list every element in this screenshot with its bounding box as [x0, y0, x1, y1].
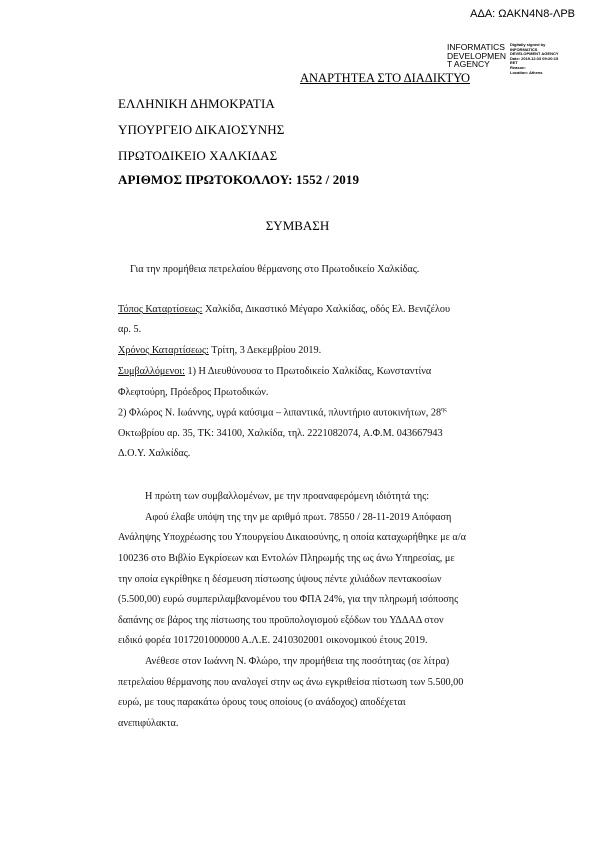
parties-line-1 [118, 366, 431, 377]
decision-line: (5.500,00) ευρώ συμπεριλαμβανομένου του ΦΠΑ 24%, για την πληρωμή ισόποσης [118, 594, 459, 605]
place-value-continued: αρ. 5. [118, 324, 142, 335]
time-of-signing [118, 345, 321, 356]
subject-line: Για την προμήθεια πετρελαίου θέρμανσης στο Πρωτοδικείο Χαλκίδας. [130, 264, 420, 275]
decision-line: 100236 στο Βιβλίο Εγκρίσεων και Εντολών Πληρωμής της ως άνω Υπηρεσίας, με [118, 553, 455, 564]
place-of-signing [118, 304, 505, 315]
stamp-agency-line: INFORMATICS [447, 42, 505, 52]
ada-code: ΑΔΑ: ΩΑΚΝ4Ν8-ΛΡΒ [470, 8, 575, 20]
header-ministry: ΥΠΟΥΡΓΕΙΟ ΔΙΚΑΙΟΣΥΝΗΣ [118, 122, 285, 137]
assignment-line: πετρελαίου θέρμανσης που αναλογεί στην ως άνω εγκριθείσα πίστωση των 5.500,00 [118, 677, 464, 688]
document-title: ΣΥΜΒΑΣΗ [265, 218, 330, 233]
stamp-signature-line: Reason: [510, 64, 526, 70]
assignment-line: Ανέθεσε στον Ιωάννη Ν. Φλώρο, την προμήθεια της ποσότητας (σε λίτρα) [145, 656, 450, 667]
publish-online-label: ΑΝΑΡΤΗΤΕΑ ΣΤΟ ΔΙΑΔΙΚΤΥΟ [300, 71, 471, 85]
stamp-signature-line: DEVELOPMENT AGENCY [510, 51, 559, 57]
stamp-signature-line: INFORMATICS [510, 46, 538, 52]
decision-line: ειδικό φορέα 1017201000000 Α.Λ.Ε. 2410302001 οικονομικού έτους 2019. [118, 635, 428, 646]
decision-line: Αφού έλαβε υπόψη της την με αριθμό πρωτ. 78550 / 28-11-2019 Απόφαση [145, 512, 452, 523]
place-value: Χαλκίδα, Δικαστικό Μέγαρο Χαλκίδας, οδός Ελ. Βενιζέλου [202, 304, 451, 315]
assignment-line: ανεπιφύλακτα. [118, 718, 179, 729]
first-party-intro: Η πρώτη των συμβαλλομένων, με την προαναφερόμενη ιδιότητά της: [145, 491, 430, 502]
header-protocol-number: ΑΡΙΘΜΟΣ ΠΡΩΤΟΚΟΛΛΟΥ: 1552 / 2019 [118, 172, 360, 187]
stamp-agency-line: DEVELOPMEN [447, 50, 507, 61]
stamp-signature-line: Date: 2019.12.03 09:20:15 [510, 55, 559, 61]
party-2-line [118, 407, 447, 418]
header-republic: ΕΛΛΗΝΙΚΗ ΔΗΜΟΚΡΑΤΙΑ [118, 96, 275, 111]
party-2-text: 2) Φλώρος Ν. Ιωάννης, υγρά καύσιμα – λιπαντικά, πλυντήριο αυτοκινήτων, 28 [118, 407, 442, 419]
party-2-tax-office: Δ.Ο.Υ. Χαλκίδας. [118, 448, 191, 459]
time-value: Τρίτη, 3 Δεκεμβρίου 2019. [208, 345, 322, 356]
stamp-agency-line: T AGENCY [447, 59, 490, 69]
stamp-agency-text [447, 43, 506, 69]
stamp-signature-line: Digitally signed by [510, 42, 546, 47]
header-court: ΠΡΩΤΟΔΙΚΕΙΟ ΧΑΛΚΙΔΑΣ [118, 148, 278, 163]
stamp-signature-line: Location: Athens [510, 69, 543, 75]
assignment-line: ευρώ, με τους παρακάτω όρους τους οποίους (ο ανάδοχος) αποδέχεται [118, 697, 406, 708]
party-2-superscript: ης [441, 407, 447, 413]
party-1-continued: Φλεφτούρη, Πρόεδρος Πρωτοδικών. [118, 387, 269, 398]
party-1-text: 1) Η Διευθύνουσα το Πρωτοδικείο Χαλκίδας, Κωνσταντίνα [184, 366, 432, 377]
stamp-signature-line: EET [510, 60, 518, 66]
parties-label: Συμβαλλόμενοι: [118, 366, 185, 377]
decision-line: δαπάνης σε βάρος της πίστωσης του προϋπολογισμού εξόδων του ΥΔΔΑΔ στον [118, 615, 444, 626]
stamp-signature-text [510, 43, 559, 75]
decision-line: την οποία εγκρίθηκε η δέσμευση πίστωσης ύψους πέντε χιλιάδων πεντακοσίων [118, 574, 442, 585]
decision-line: Ανάληψης Υποχρέωσης του Υπουργείου Δικαιοσύνης, η οποία καταχωρήθηκε με α/α [118, 532, 466, 543]
party-2-address: Οκτωβρίου αρ. 35, ΤΚ: 34100, Χαλκίδα, τηλ. 2221082074, Α.Φ.Μ. 043667943 [118, 428, 443, 439]
time-label: Χρόνος Καταρτίσεως: [118, 345, 209, 356]
place-label: Τόπος Καταρτίσεως: [118, 304, 203, 315]
